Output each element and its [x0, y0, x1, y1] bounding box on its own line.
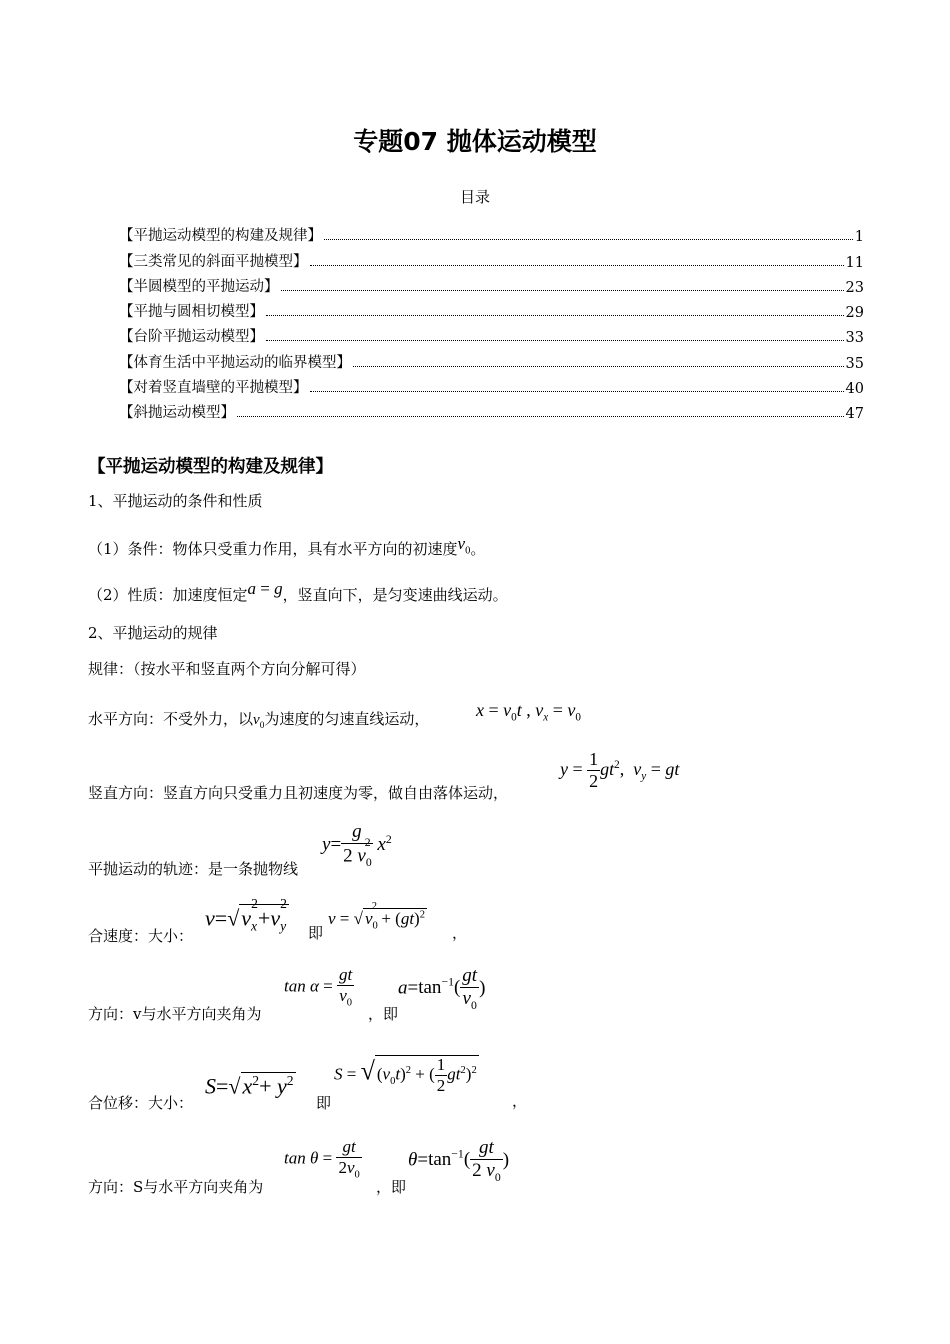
toc-entry[interactable]: 【对着竖直墙壁的平抛模型】 40: [119, 380, 864, 398]
toc-entry[interactable]: 【半圆模型的平抛运动】 23: [119, 278, 864, 296]
property-line: （2）性质：加速度恒定a = g，竖直向下，是匀变速曲线运动。: [88, 579, 508, 604]
trajectory-formula: y= $\frac{g}{2 v_0^2}$ $x^2$: [322, 821, 392, 870]
toc-entry[interactable]: 【三类常见的斜面平抛模型】 11: [119, 253, 864, 271]
velocity-size-label: 合速度：大小：: [88, 927, 194, 945]
toc-heading: 目录: [459, 188, 490, 206]
subheading-rules: 2、平抛运动的规律: [88, 624, 218, 642]
velocity-angle-formula: tan α = $\frac{gt}{v_0}$: [284, 965, 353, 1009]
velocity-ji-2: ，即: [368, 1005, 399, 1023]
velocity-angle-inverse: $a=\tan^{-1}$( $\frac{gt}{v_0}$ ): [398, 965, 486, 1012]
rule-line: 规律：（按水平和竖直两个方向分解可得）: [88, 660, 366, 678]
subheading-conditions: 1、平抛运动的条件和性质: [88, 492, 263, 510]
displacement-formula-a: $S=√x^2+ y^2$: [205, 1073, 294, 1099]
displacement-ji: 即: [316, 1094, 332, 1112]
toc-entry[interactable]: 【台阶平抛运动模型】 33: [119, 329, 864, 347]
displacement-direction-label: 方向：S与水平方向夹角为: [88, 1178, 264, 1196]
trajectory-line: 平抛运动的轨迹：是一条抛物线: [88, 860, 299, 878]
horizontal-line: 水平方向：不受外力，以$v_0$为速度的匀速直线运动，: [88, 710, 430, 731]
displacement-comma: ，: [512, 1092, 528, 1110]
toc-entry[interactable]: 【平抛与圆相切模型】 29: [119, 304, 864, 322]
section-heading: 【平抛运动模型的构建及规律】: [88, 457, 333, 477]
displacement-size-label: 合位移：大小：: [88, 1094, 194, 1112]
velocity-ji: 即: [308, 924, 324, 942]
page-title: 专题07 抛体运动模型: [353, 127, 597, 156]
condition-line: （1）条件：物体只受重力作用，具有水平方向的初速度$v_0$。: [88, 534, 486, 558]
velocity-formula-b: v = √ $v_0^2 + (gt)^2$: [328, 901, 425, 932]
velocity-comma: ，: [452, 924, 468, 942]
toc-entry[interactable]: 【斜抛运动模型】 47: [119, 405, 864, 423]
toc-entry[interactable]: 【平抛运动模型的构建及规律】 1: [119, 228, 864, 246]
displacement-angle-formula: tan θ = $\frac{gt}{2v_0}$: [284, 1137, 360, 1181]
table-of-contents: [119, 220, 864, 422]
vertical-line: 竖直方向：竖直方向只受重力且初速度为零，做自由落体运动，: [88, 784, 509, 802]
velocity-direction-label: 方向：v与水平方向夹角为: [88, 1005, 262, 1023]
velocity-formula-a: $v=√v_x^2+v_y^2$: [205, 896, 287, 934]
vertical-formula: y = $\frac{1}{2}$ $gt^2$, $v_y$ = gt: [560, 749, 680, 791]
toc-entry[interactable]: 【体育生活中平抛运动的临界模型】 35: [119, 354, 864, 372]
horizontal-formula: $x = v_0t$ , $v_x = v_0$: [476, 700, 581, 724]
displacement-ji-2: ，即: [376, 1178, 407, 1196]
displacement-formula-b: S = √ $(v_0t)^2$ + ( $\frac{1}{2}$ $gt^2)^2$: [334, 1055, 477, 1095]
displacement-angle-inverse: $\theta=\tan^{-1}$( $\frac{gt}{2 v_0}$ ): [408, 1137, 510, 1184]
